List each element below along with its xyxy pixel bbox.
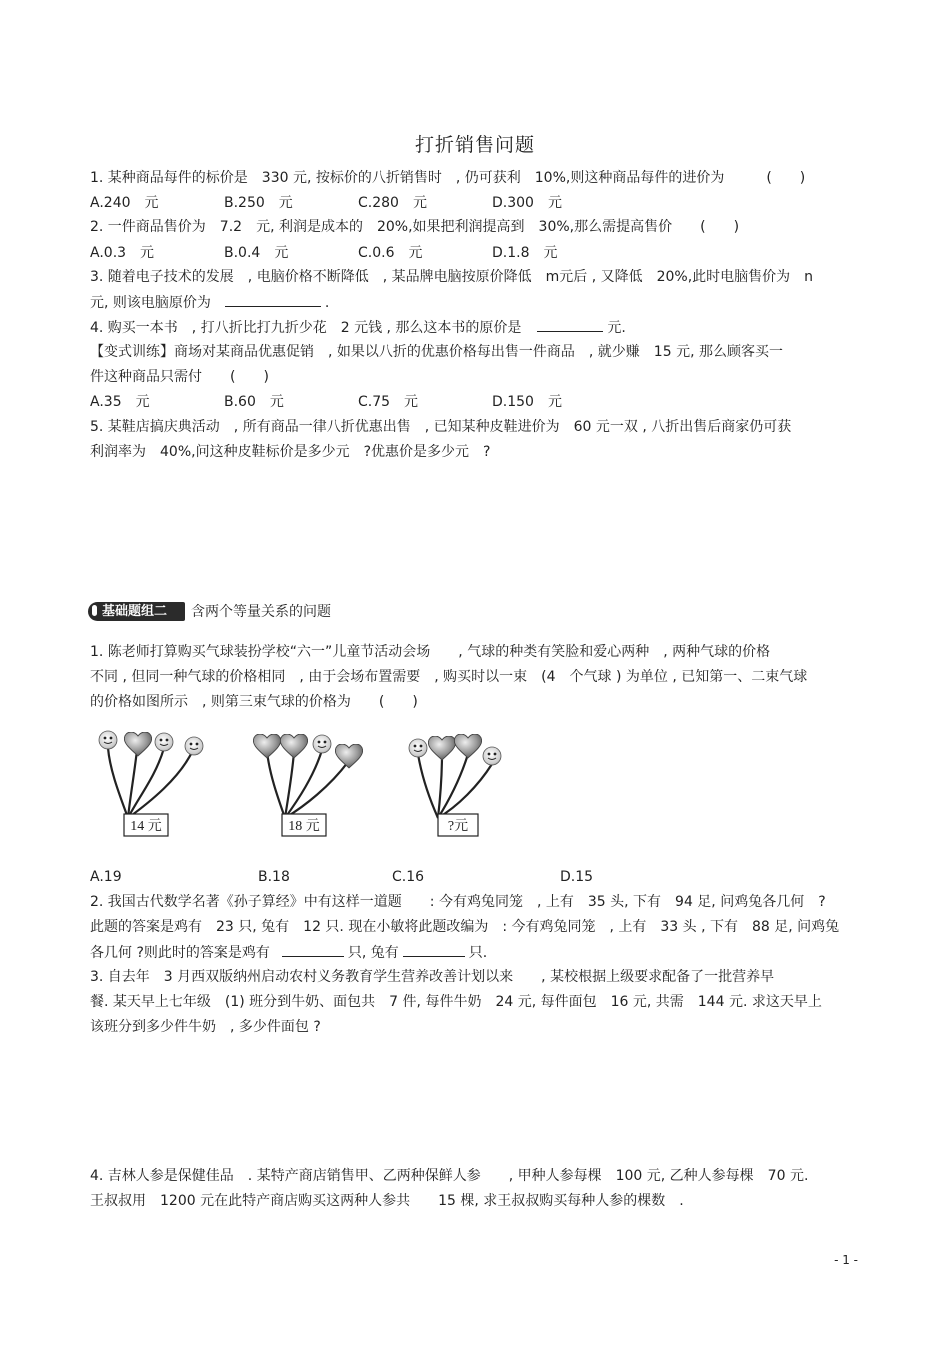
variant-training-line-2: 件这种商品只需付 ( ): [90, 369, 269, 385]
balloon-bunches-figure: [90, 726, 510, 844]
q2-option-d: D.1.8 元: [492, 245, 558, 261]
q4-text-after-blank: 元.: [607, 320, 626, 336]
p2-question-1-line-1: 1. 陈老师打算购买气球装扮学校“六一”儿童节活动会场 , 气球的种类有笑脸和爱心两种 , 两种气球的价格: [90, 644, 771, 660]
question-1-text: 1. 某种商品每件的标价是 330 元, 按标价的八折销售时 , 仍可获利 10%,则这种商品每件的进价为 ( ): [90, 170, 806, 186]
heart-balloon-icon: [335, 744, 362, 768]
p2-q1-option-d: D.15: [560, 869, 594, 885]
p2-question-3-line-1: 3. 自去年 3 月西双版纳州启动农村义务教育学生营养改善计划以来 , 某校根据上级要求配备了一批营养早: [90, 969, 775, 985]
heart-balloon-icon: [124, 732, 151, 756]
p2-question-3-line-2: 餐. 某天早上七年级 (1) 班分到牛奶、面包共 7 件, 每件牛奶 24 元, 每件面包 16 元, 共需 144 元. 求这天早上: [90, 994, 822, 1010]
q2-text-c: 只.: [468, 945, 488, 961]
section-badge: 基础题组二: [88, 602, 185, 621]
variant-option-d: D.150 元: [492, 394, 562, 410]
p2-question-1-line-2: 不同 , 但同一种气球的价格相同 , 由于会场布置需要 , 购买时以一束 (4 个气球 ) 为单位 , 已知第一、二束气球: [90, 669, 808, 685]
smiley-balloon-icon: [313, 735, 331, 753]
section-subtitle: 含两个等量关系的问题: [191, 604, 332, 620]
variant-option-c: C.75 元: [358, 394, 419, 410]
page-number: - 1 -: [834, 1253, 858, 1267]
p2-question-2-line-1: 2. 我国古代数学名著《孙子算经》中有这样一道题 : 今有鸡兔同笼 , 上有 35 头, 下有 94 足, 问鸡兔各几何 ?: [90, 894, 826, 910]
answer-blank-chickens[interactable]: [282, 942, 344, 957]
q2-text-b: 只, 兔有: [347, 945, 399, 961]
q1-option-d: D.300 元: [492, 195, 562, 211]
balloon-bunch-1: [99, 731, 203, 836]
answer-blank-rabbits[interactable]: [403, 942, 465, 957]
question-5-line-2: 利润率为 40%,问这种皮鞋标价是多少元 ?优惠价是多少元 ?: [90, 444, 491, 460]
q2-option-b: B.0.4 元: [224, 245, 289, 261]
smiley-balloon-icon: [99, 731, 117, 749]
q2-text-a: 各几何 ?则此时的答案是鸡有: [90, 945, 270, 961]
question-4-text: [90, 317, 626, 338]
question-3-line-1: 3. 随着电子技术的发展 , 电脑价格不断降低 , 某品牌电脑按原价降低 m元后 , 又降低 20%,此时电脑售价为 n: [90, 269, 814, 285]
variant-option-a: A.35 元: [90, 394, 150, 410]
q1-option-c: C.280 元: [358, 195, 427, 211]
price-tag-label: 14 元: [130, 819, 162, 834]
p2-question-3-line-3: 该班分到多少件牛奶 , 多少件面包 ?: [90, 1019, 321, 1035]
heart-balloon-icon: [253, 734, 280, 758]
question-3-line-2: [90, 292, 329, 313]
variant-option-b: B.60 元: [224, 394, 284, 410]
smiley-balloon-icon: [483, 747, 501, 765]
smiley-balloon-icon: [409, 739, 427, 757]
price-tag-label: ?元: [447, 819, 469, 834]
answer-blank[interactable]: [225, 292, 321, 307]
question-2-text: 2. 一件商品售价为 7.2 元, 利润是成本的 20%,如果把利润提高到 30%,那么需提高售价 ( ): [90, 219, 740, 235]
heart-balloon-icon: [428, 736, 455, 760]
smiley-balloon-icon: [185, 737, 203, 755]
heart-balloon-icon: [454, 734, 481, 758]
q2-option-a: A.0.3 元: [90, 245, 155, 261]
q3-text-after-blank: .: [324, 295, 330, 311]
question-5-line-1: 5. 某鞋店搞庆典活动 , 所有商品一律八折优惠出售 , 已知某种皮鞋进价为 60 元一双 , 八折出售后商家仍可获: [90, 419, 792, 435]
p2-q1-option-a: A.19: [90, 869, 122, 885]
answer-blank[interactable]: [537, 317, 603, 332]
p2-question-1-line-3: 的价格如图所示 , 则第三束气球的价格为 ( ): [90, 694, 418, 710]
page-title: 打折销售问题: [414, 134, 535, 156]
p2-q1-option-b: B.18: [258, 869, 290, 885]
price-tag-label: 18 元: [288, 819, 320, 834]
balloon-bunch-2: [253, 734, 362, 836]
section-header: [88, 602, 331, 620]
p2-question-2-line-2: 此题的答案是鸡有 23 只, 兔有 12 只. 现在小敏将此题改编为 : 今有鸡兔同笼 , 上有 33 头 , 下有 88 足, 问鸡兔: [90, 919, 840, 935]
q1-option-a: A.240 元: [90, 195, 159, 211]
p2-question-4-line-2: 王叔叔用 1200 元在此特产商店购买这两种人参共 15 棵, 求王叔叔购买每种人参的棵数 .: [90, 1193, 684, 1209]
p2-question-2-line-3: [90, 942, 487, 963]
smiley-balloon-icon: [155, 733, 173, 751]
q3-text-before-blank: 元, 则该电脑原价为: [90, 295, 211, 311]
heart-balloon-icon: [280, 734, 307, 758]
p2-q1-option-c: C.16: [392, 869, 425, 885]
variant-training-line-1: 【变式训练】商场对某商品优惠促销 , 如果以八折的优惠价格每出售一件商品 , 就少赚 15 元, 那么顾客买一: [90, 344, 783, 360]
p2-question-4-line-1: 4. 吉林人参是保健佳品 . 某特产商店销售甲、乙两种保鲜人参 , 甲种人参每棵 100 元, 乙种人参每棵 70 元.: [90, 1168, 809, 1184]
q4-text-before-blank: 4. 购买一本书 , 打八折比打九折少花 2 元钱 , 那么这本书的原价是: [90, 320, 522, 336]
balloon-bunch-3: [409, 734, 501, 836]
q2-option-c: C.0.6 元: [358, 245, 423, 261]
q1-option-b: B.250 元: [224, 195, 293, 211]
